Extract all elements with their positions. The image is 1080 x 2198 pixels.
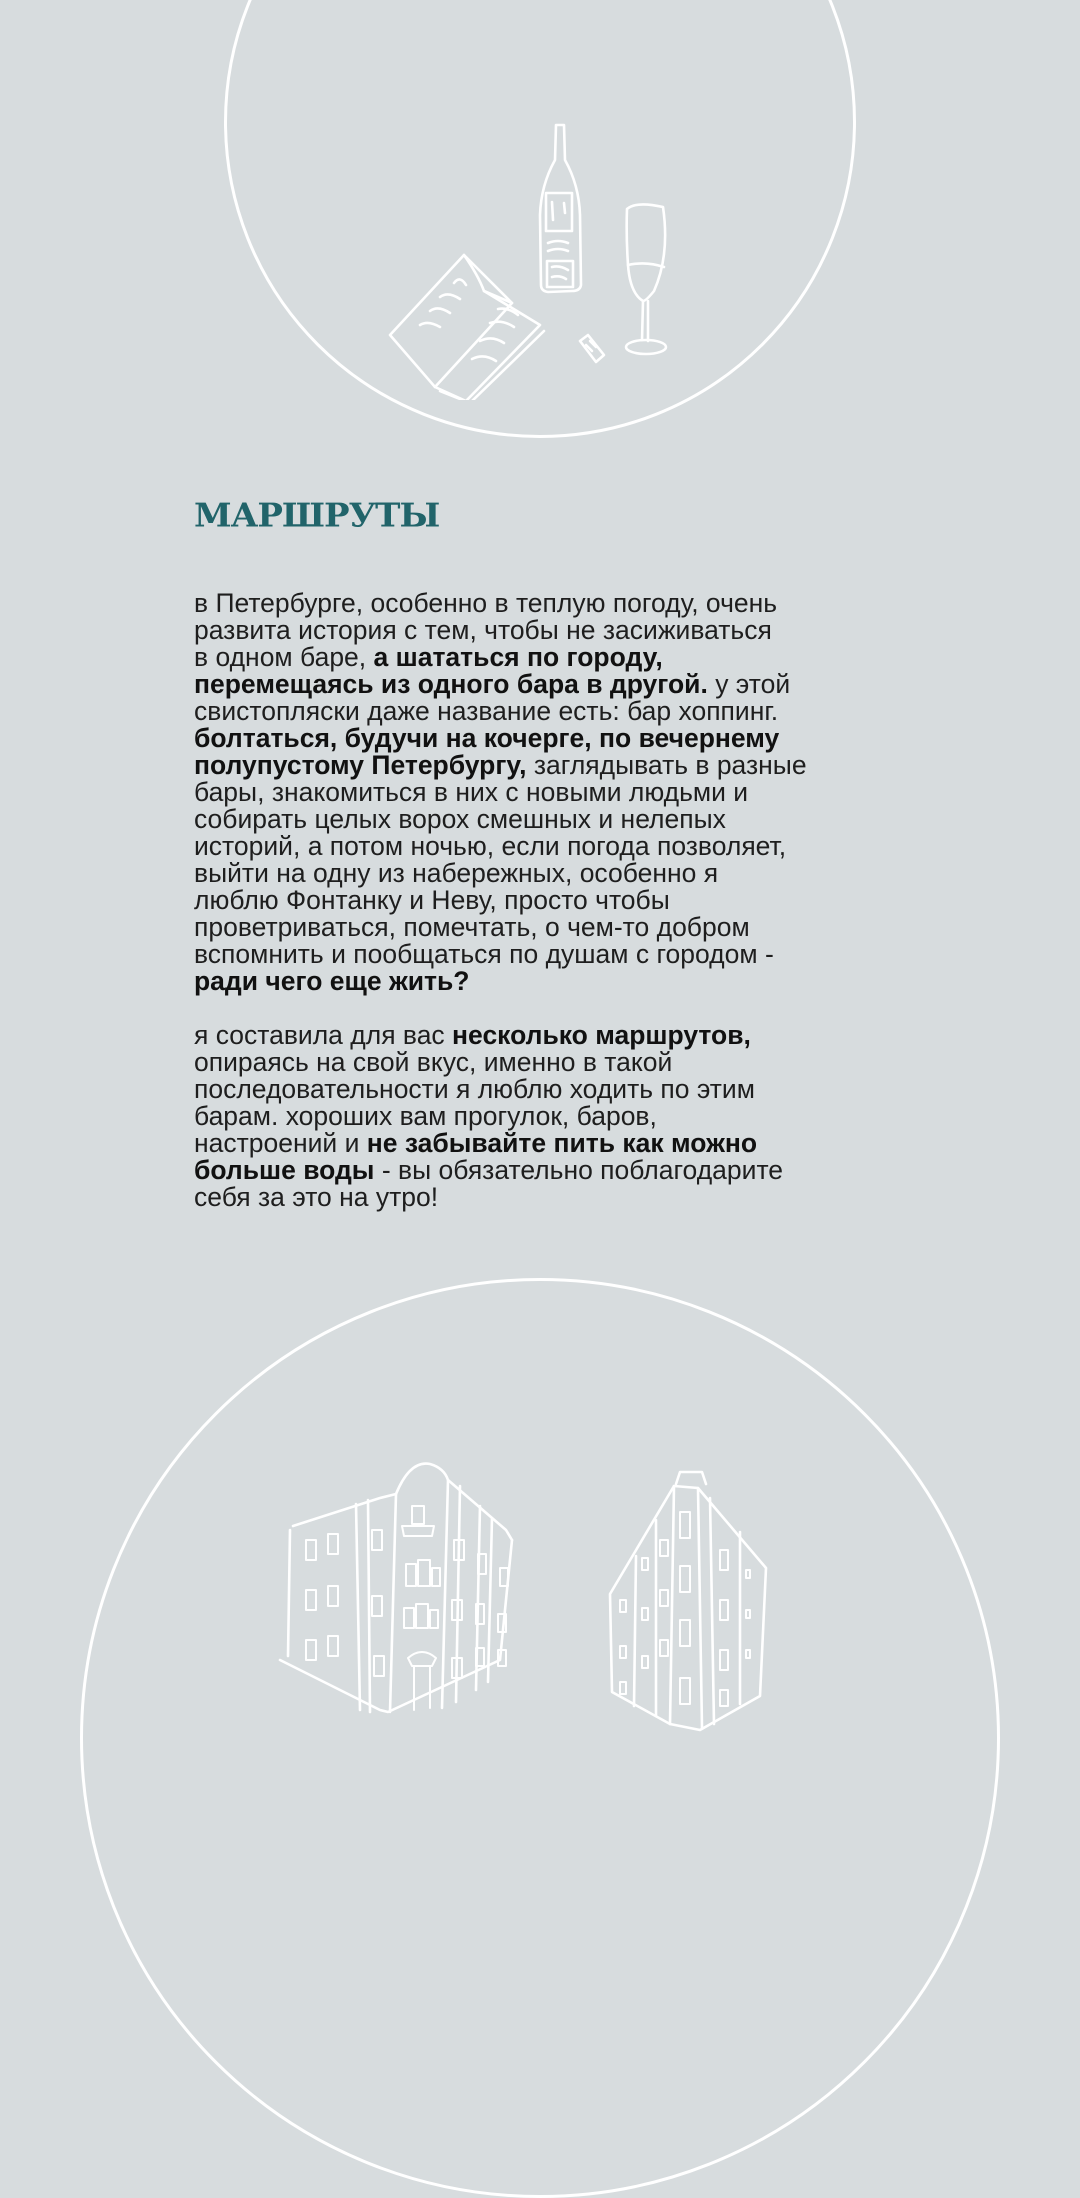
text-line xyxy=(194,779,914,806)
text: свистопляски даже название есть: бар хоппинг. xyxy=(194,696,779,726)
text: у этой xyxy=(707,669,791,699)
text: опираясь на свой вкус, именно в такой xyxy=(194,1047,673,1077)
text-line xyxy=(194,671,914,698)
bold-text: перемещаясь из одного бара в другой. xyxy=(194,669,708,699)
text: я составила для вас xyxy=(194,1020,453,1050)
bold-text: ради чего еще жить? xyxy=(194,966,470,996)
text-line xyxy=(194,968,914,995)
text-line xyxy=(194,1157,914,1184)
section-title: МАРШРУТЫ xyxy=(194,497,440,535)
text: развита история с тем, чтобы не засиживаться xyxy=(194,615,772,645)
text-line xyxy=(194,698,914,725)
text: историй, а потом ночью, если погода позволяет, xyxy=(194,831,787,861)
text: собирать целых ворох смешных и нелепых xyxy=(194,804,726,834)
buildings-illustration-icon xyxy=(270,1460,810,1750)
text-line xyxy=(194,590,914,617)
text-line xyxy=(194,752,914,779)
text: вспомнить и пообщаться по душам с городом - xyxy=(194,939,774,969)
bold-text: несколько маршрутов, xyxy=(452,1020,751,1050)
text: люблю Фонтанку и Неву, просто чтобы xyxy=(194,885,670,915)
bold-text: не забывайте пить как можно xyxy=(366,1128,758,1158)
text-line xyxy=(194,1076,914,1103)
text-line xyxy=(194,1103,914,1130)
text: настроений и xyxy=(194,1128,367,1158)
text-line xyxy=(194,617,914,644)
text: последовательности я люблю ходить по этим xyxy=(194,1074,755,1104)
text-line xyxy=(194,914,914,941)
text-line xyxy=(194,860,914,887)
text-line xyxy=(194,725,914,752)
text-line xyxy=(194,1130,914,1157)
text: бары, знакомиться в них с новыми людьми и xyxy=(194,777,749,807)
text-line xyxy=(194,644,914,671)
text-line xyxy=(194,1184,914,1211)
bold-text: полупустому Петербургу, xyxy=(194,750,527,780)
book-wine-illustration-icon xyxy=(380,115,690,400)
text-line xyxy=(194,887,914,914)
paragraph-intro xyxy=(194,590,914,995)
text: - вы обязательно поблагодарите xyxy=(374,1155,784,1185)
text: себя за это на утро! xyxy=(194,1182,439,1212)
text: в Петербурге, особенно в теплую погоду, очень xyxy=(194,588,778,618)
text-line xyxy=(194,941,914,968)
bold-text: больше воды xyxy=(194,1155,375,1185)
bold-text: а шататься по городу, xyxy=(373,642,663,672)
section-body xyxy=(194,590,914,1211)
text: заглядывать в разные xyxy=(526,750,807,780)
text-line xyxy=(194,806,914,833)
text: выйти на одну из набережных, особенно я xyxy=(194,858,719,888)
text: проветриваться, помечтать, о чем-то добром xyxy=(194,912,750,942)
text: барам. хороших вам прогулок, баров, xyxy=(194,1101,657,1131)
bold-text: болтаться, будучи на кочерге, по вечернему xyxy=(194,723,780,753)
text-line xyxy=(194,1049,914,1076)
text-line xyxy=(194,833,914,860)
text: в одном баре, xyxy=(194,642,374,672)
paragraph-routes xyxy=(194,1022,914,1211)
text-line xyxy=(194,1022,914,1049)
